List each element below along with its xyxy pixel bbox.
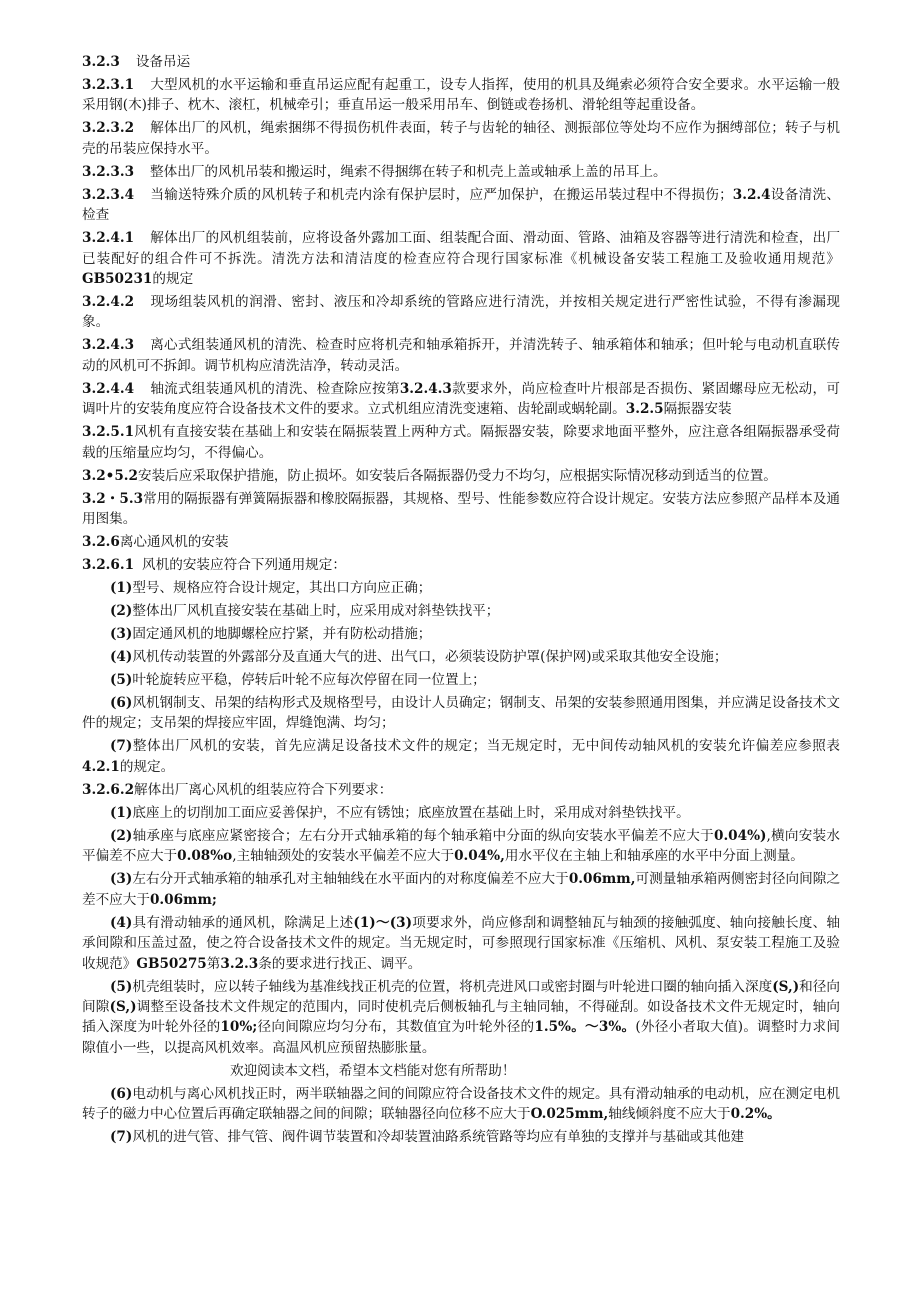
paragraph-text: 风机传动装置的外露部分及直通大气的进、出气口，必须装设防护罩(保护网)或采取其他安全设施； [132,649,728,666]
paragraph-text: 设备吊运 [135,54,191,70]
inline-number: (S,) [772,978,800,995]
paragraph-text: 条的要求进行找正、调平。 [258,955,422,972]
welcome-note [82,1061,840,1081]
inline-number: 3.2.4.3 [399,380,452,397]
paragraph [82,624,840,644]
section-number: (7) [110,738,133,755]
paragraph-text: 可测量轴承箱两侧密封径向间隙之差不应大于 [82,871,841,908]
section-number: (4) [110,649,133,666]
section-number: (6) [110,695,133,712]
inline-number: 3.2.4 [732,186,771,203]
paragraph-text: 当输送特殊介质的风机转子和机壳内涂有保护层时，应严加保护，在搬运吊装过程中不得损伤； [150,186,733,203]
paragraph-text: 叶轮旋转应平稳，停转后叶轮不应每次停留在同一位置上； [132,672,486,689]
section-number: 3.2.3.4 [82,186,135,203]
paragraph-text: 第 [206,955,221,972]
paragraph [82,489,840,530]
paragraph [82,555,840,575]
section-number: 3.2.4.3 [82,337,135,354]
paragraph-text: 轴线倾斜度不应大于 [608,1106,731,1123]
paragraph [82,52,840,72]
inline-number: 3.2.5 [625,401,664,418]
paragraph-text: 整体出厂风机的安装，首先应满足设备技术文件的规定；当无规定时，无中间传动轴风机的安装允许偏差应参照表 [132,738,840,755]
section-number: (7) [110,1129,133,1146]
paragraph [82,1127,840,1147]
document-page [82,52,840,1150]
inline-number: GB50275 [136,955,207,972]
section-number: (3) [110,871,133,888]
paragraph-text: 的规定 [152,271,194,288]
section-number: 3.2.4.2 [82,294,135,311]
paragraph [82,578,840,598]
paragraph-text: 现场组装风机的润滑、密封、液压和冷却系统的管路应进行清洗，并按相关规定进行严密性试验，不得有渗漏现象。 [82,294,840,331]
section-number: (4) [110,914,133,931]
inline-number: 4.2.1 [82,758,120,775]
inline-number: 1.5%。～3%。 [534,1019,636,1036]
paragraph [82,670,840,690]
paragraph [82,75,840,116]
paragraph-text: 解体出厂的风机，绳索捆绑不得损伤机件表面，转子与齿轮的轴径、测振部位等处均不应作为捆缚部位；转子与机壳的吊装应保持水平。 [82,120,840,157]
paragraph [82,466,840,486]
paragraph-text: (外径小者取大值)。调整时力求间隙值小一些，以提高风机效率。高温风机应预留热膨胀量。 [82,1019,840,1056]
section-number: 3.2.4.1 [82,230,135,247]
section-number: (3) [110,626,133,643]
paragraph-text: 风机钢制支、吊架的结构形式及规格型号，由设计人员确定；钢制支、吊架的安装参照通用图集，并应满足设备技术文件的规定；支吊架的焊接应牢固，焊缝饱满、均匀； [82,695,840,732]
paragraph-text: 和径向间隙 [82,978,840,1015]
section-number: 3.2.6.1 [82,557,135,574]
section-number: 3.2.3 [82,54,120,70]
inline-number: 3.2.3 [220,955,259,972]
paragraph [82,693,840,734]
paragraph-text: 固定通风机的地脚螺栓应拧紧，并有防松动措施； [132,626,432,643]
paragraph-text: ,主轴轴颈处的安装水平偏差不应大于 [232,848,455,865]
inline-number: 0.04%, [454,848,505,865]
paragraph [82,422,840,463]
paragraph [82,869,840,910]
paragraph [82,292,840,333]
section-number: 3.2.5.1 [82,424,135,441]
paragraph [82,228,840,289]
paragraph-text: 安装后应采取保护措施，防止损坏。如安装后各隔振器仍受力不均匀，应根据实际情况移动到适当的位置。 [138,467,777,484]
paragraph-text: 左右分开式轴承箱的轴承孔对主轴轴线在水平面内的对称度偏差不应大于 [132,871,569,888]
paragraph-text: 风机有直接安装在基础上和安装在隔振装置上两种方式。隔振器安装，除要求地面平整外，应注意各组隔振器承受荷载的压缩量应均匀，不得偏心。 [82,424,840,461]
paragraph [82,803,840,823]
paragraph-text: 隔振器安装 [663,401,732,418]
paragraph-text: 机壳组装时，应以转子轴线为基准线找正机壳的位置，将机壳进风口或密封圈与叶轮进口圈的轴向插入深度 [132,978,773,995]
paragraph-text: 用水平仪在主轴上和轴承座的水平中分面上测量。 [504,848,804,865]
inline-number: 0.2%。 [730,1106,781,1123]
paragraph-text: 解体出厂的风机组装前，应将设备外露加工面、组装配合面、滑动面、管路、油箱及容器等进行清洗和检查，出厂已装配好的组合件可不拆洗。清洗方法和清洁度的检查应符合现行国家标准《机械设备安装工程施工及验收通用规范》 [82,230,840,267]
paragraph [82,977,840,1059]
inline-number: 0.04%) [713,827,767,844]
section-number: 3.2.6 [82,534,120,551]
paragraph-text: 常用的隔振器有弹簧隔振器和橡胶隔振器，其规格、型号、性能参数应符合设计规定。安装方法应参照产品样本及通用图集。 [82,490,840,528]
paragraph-text: 款要求外，尚应检查叶片根部是否损伤、紧固螺母应无松动，可调叶片的安装角度应符合设备技术文件的要求。立式机组应清洗变速箱、齿轮副或蜗轮副。 [82,380,841,418]
paragraph-text: 轴流式组装通风机的清洗、检查除应按第 [150,380,400,397]
section-number: 3.2.6.2 [82,781,135,798]
section-number: (5) [110,672,133,689]
paragraph-text: 离心式组装通风机的清洗、检查时应将机壳和轴承箱拆开，并清洗转子、轴承箱体和轴承；但叶轮与电动机直联传动的风机可不拆卸。调节机构应清洗洁净，转动灵活。 [82,337,840,374]
paragraph-text: 具有滑动轴承的通风机，除满足上述 [132,914,354,931]
paragraph [82,826,840,867]
section-number: 3.2.3.2 [82,120,135,137]
paragraph [82,379,840,420]
paragraph [82,1084,840,1125]
paragraph-text: 电动机与离心风机找正时，两半联轴器之间的间隙应符合设备技术文件的规定。具有滑动轴承的电动机，应在测定电机转子的磁力中心位置后再确定联轴器之间的间隙；联轴器径向位移不应大于 [82,1085,840,1123]
inline-number: 0.06mm, [568,871,636,888]
paragraph [82,601,840,621]
paragraph [82,118,840,159]
inline-number: 0.08%o [177,848,233,865]
section-number: (6) [110,1085,133,1102]
section-number: (1) [110,804,133,821]
inline-number: 0.06mm; [149,891,217,908]
inline-number: (S,) [109,998,137,1015]
paragraph-text: 设备清洗、检查 [82,186,840,224]
section-number: (2) [110,827,133,844]
paragraph [82,162,840,182]
paragraph-text: 大型风机的水平运输和垂直吊运应配有起重工，设专人指挥，使用的机具及绳索必须符合安全要求。水平运输一般采用钢(木)排子、枕木、滚杠，机械牵引；垂直吊运一般采用吊车、倒链或卷扬机、滑轮组等起重设备。 [82,77,840,114]
paragraph-text: 离心通风机的安装 [119,534,229,551]
inline-number: O.025mm, [530,1106,609,1123]
section-number: 3.2.3.1 [82,77,135,93]
paragraph-text: 调整至设备技术文件规定的范围内，同时使机壳后侧板轴孔与主轴同轴，不得碰刮。如设备技术文件无规定时，轴向插入深度为叶轮外径的 [82,998,841,1036]
paragraph-text: 轴承座与底座应紧密接合；左右分开式轴承箱的每个轴承箱中分面的纵向安装水平偏差不应大于 [132,827,714,844]
section-number: (5) [110,978,133,995]
paragraph-text: 底座上的切削加工面应妥善保护，不应有锈蚀；底座放置在基础上时，采用成对斜垫铁找平。 [132,804,690,821]
paragraph-text: 解体出厂离心风机的组装应符合下列要求： [134,781,393,798]
section-number: 3.2•5.2 [82,467,138,484]
paragraph [82,185,840,226]
paragraph-text: 径向间隙应均匀分布，其数值宜为叶轮外径的 [257,1019,535,1036]
paragraph-text: 风机的进气管、排气管、阀件调节装置和冷却装置油路系统管路等均应有单独的支撑并与基础或其他建 [132,1129,745,1146]
inline-number: (1)～(3) [353,914,413,931]
section-number: 3.2.3.3 [82,163,135,180]
section-number: (2) [110,603,133,620]
paragraph-text: 的规定。 [119,758,175,775]
paragraph-text: 欢迎阅读本文档，希望本文档能对您有所帮助！ [230,1062,516,1079]
section-number: 3.2・5.3 [82,490,144,507]
paragraph-text: ,横向安装水平偏差不应大于 [82,827,840,865]
paragraph-text: 型号、规格应符合设计规定，其出口方向应正确； [132,580,432,597]
paragraph [82,532,840,552]
paragraph-text: 整体出厂的风机吊装和搬运时，绳索不得捆绑在转子和机壳上盖或轴承上盖的吊耳上。 [150,163,667,180]
inline-number: 10%; [220,1019,258,1036]
paragraph [82,780,840,800]
paragraph [82,335,840,376]
paragraph-text: 项要求外，尚应修刮和调整轴瓦与轴颈的接触弧度、轴向接触长度、轴承间隙和压盖过盈，使之符合设备技术文件的规定。当无规定时，可参照现行国家标准《压缩机、风机、泵安装工程施工及验收规范》 [82,914,841,972]
paragraph [82,736,840,777]
paragraph-text: 整体出厂风机直接安装在基础上时，应采用成对斜垫铁找平； [132,603,500,620]
section-number: (1) [110,580,133,597]
inline-number: GB50231 [82,271,153,288]
paragraph [82,647,840,667]
section-number: 3.2.4.4 [82,380,135,397]
paragraph-text: 风机的安装应符合下列通用规定： [142,557,346,574]
paragraph [82,913,840,974]
